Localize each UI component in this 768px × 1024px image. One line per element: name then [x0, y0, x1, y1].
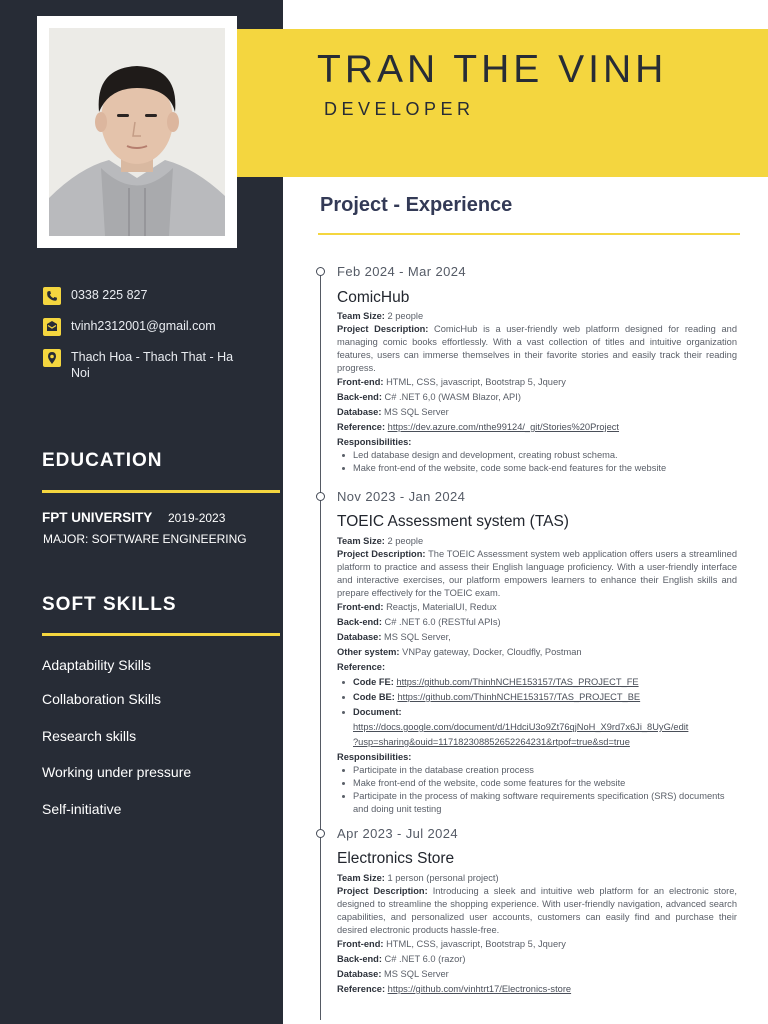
- profile-photo-frame: [37, 16, 237, 248]
- label-document: Document:: [353, 707, 402, 717]
- reference-list: [337, 676, 737, 719]
- project-period: Feb 2024 - Mar 2024: [337, 264, 467, 279]
- label-reference: Reference:: [337, 422, 386, 432]
- project-details: [337, 310, 737, 475]
- label-database: Database:: [337, 969, 382, 979]
- label-team-size: Team Size:: [337, 536, 385, 546]
- code-fe-link[interactable]: https://github.com/ThinhNCHE153157/TAS_PROJECT_FE: [396, 677, 639, 687]
- list-item: Make front-end of the website, code some back-end features for the website: [337, 462, 737, 475]
- mail-icon: [43, 318, 61, 336]
- label-front-end: Front-end:: [337, 602, 384, 612]
- label-reference: Reference:: [337, 984, 386, 994]
- database: MS SQL Server: [384, 407, 449, 417]
- back-end: C# .NET 6.0 (razor): [384, 954, 466, 964]
- education-major: MAJOR: SOFTWARE ENGINEERING: [43, 532, 247, 546]
- skill-item: Collaboration Skills: [42, 691, 162, 707]
- project-title: ComicHub: [337, 289, 410, 306]
- label-code-fe: Code FE:: [353, 677, 394, 687]
- email-text: tvinh2312001@gmail.com: [71, 319, 216, 333]
- back-end: C# .NET 6.0 (RESTful APIs): [384, 617, 501, 627]
- project-description: Introducing a sleek and intuitive web platform for an electronic store, designed to streamline the shopping experience. With user-friendly navigation, advanced search capabilities, and personalized user accounts, customers can easily find and purchase their desired electronic products hassle-free.: [337, 886, 738, 935]
- soft-skills-heading: SOFT SKILLS: [42, 594, 177, 615]
- label-database: Database:: [337, 632, 382, 642]
- team-size: 2 people: [387, 311, 424, 321]
- label-back-end: Back-end:: [337, 954, 382, 964]
- timeline-dot: [316, 267, 325, 276]
- list-item: [337, 691, 737, 704]
- address-text: Thach Hoa - Thach That - Ha Noi: [71, 350, 234, 380]
- project-description: The TOEIC Assessment system web application offers users a streamlined platform to practice and assess their English language proficiency. With a user-friendly interface and interactive exercises, our platform empowers learners to enhance their English skills and prepare effectively for the TOEIC exam.: [337, 549, 738, 598]
- front-end: Reactjs, MaterialUI, Redux: [386, 602, 497, 612]
- skill-item: Self-initiative: [42, 801, 122, 817]
- other-system: VNPay gateway, Docker, Cloudfly, Postman: [402, 647, 582, 657]
- front-end: HTML, CSS, javascript, Bootstrap 5, Jquery: [386, 939, 566, 949]
- skill-item: Research skills: [42, 728, 137, 744]
- experience-title: Project - Experience: [320, 194, 513, 216]
- label-front-end: Front-end:: [337, 377, 384, 387]
- location-pin-icon: [43, 349, 61, 367]
- label-team-size: Team Size:: [337, 873, 385, 883]
- candidate-role: DEVELOPER: [324, 99, 475, 119]
- document-link-part2[interactable]: ?usp=sharing&ouid=117182308852652264231&rtpof=true&sd=true: [353, 737, 630, 747]
- team-size: 1 person (personal project): [387, 873, 499, 883]
- list-item: Participate in the process of making software requirements specification (SRS) documents and doing unit testing: [337, 790, 737, 816]
- label-responsibilities: Responsibilities:: [337, 752, 412, 762]
- label-back-end: Back-end:: [337, 392, 382, 402]
- label-responsibilities: Responsibilities:: [337, 437, 412, 447]
- back-end: C# .NET 6,0 (WASM Blazor, API): [384, 392, 521, 402]
- label-description: Project Description:: [337, 324, 429, 334]
- education-divider: [42, 490, 280, 493]
- reference-link[interactable]: https://github.com/vinhtrt17/Electronics-store: [387, 984, 572, 994]
- label-front-end: Front-end:: [337, 939, 384, 949]
- list-item: Led database design and development, creating robust schema.: [337, 449, 737, 462]
- reference-link[interactable]: https://dev.azure.com/nthe99124/_git/Stories%20Project: [387, 422, 620, 432]
- database: MS SQL Server,: [384, 632, 451, 642]
- timeline-dot: [316, 829, 325, 838]
- candidate-name: TRAN THE VINH: [317, 48, 668, 91]
- education-school: FPT UNIVERSITY: [42, 510, 153, 525]
- project-period: Apr 2023 - Jul 2024: [337, 826, 459, 841]
- timeline-line: [320, 272, 321, 1020]
- responsibilities-list: [337, 764, 737, 816]
- list-item: Participate in the database creation process: [337, 764, 737, 777]
- profile-photo: [49, 28, 225, 236]
- list-item: [337, 676, 737, 689]
- project-period: Nov 2023 - Jan 2024: [337, 489, 466, 504]
- label-code-be: Code BE:: [353, 692, 395, 702]
- label-database: Database:: [337, 407, 382, 417]
- project-description: ComicHub is a user-friendly web platform designed for reading and managing comic books effortlessly. With a vast collection of titles and intuitive organization features, users can immerse themselves in their favorite stories and easily track their reading progress.: [337, 324, 737, 373]
- team-size: 2 people: [387, 536, 424, 546]
- label-description: Project Description:: [337, 886, 428, 896]
- project-title: TOEIC Assessment system (TAS): [337, 513, 569, 530]
- label-description: Project Description:: [337, 549, 426, 559]
- project-title: Electronics Store: [337, 850, 455, 867]
- responsibilities-list: [337, 449, 737, 475]
- project-details: [337, 872, 737, 996]
- education-heading: EDUCATION: [42, 450, 163, 471]
- label-reference: Reference:: [337, 662, 386, 672]
- label-other-system: Other system:: [337, 647, 400, 657]
- skill-item: Adaptability Skills: [42, 657, 151, 673]
- soft-skills-divider: [42, 633, 280, 636]
- code-be-link[interactable]: https://github.com/ThinhNCHE153157/TAS_PROJECT_BE: [397, 692, 641, 702]
- database: MS SQL Server: [384, 969, 449, 979]
- list-item: Make front-end of the website, code some features for the website: [337, 777, 737, 790]
- phone-icon: [43, 287, 61, 305]
- label-team-size: Team Size:: [337, 311, 385, 321]
- skill-item: Working under pressure: [42, 764, 192, 780]
- project-details: [337, 535, 737, 816]
- front-end: HTML, CSS, javascript, Bootstrap 5, Jquery: [386, 377, 566, 387]
- experience-divider: [318, 233, 740, 235]
- label-back-end: Back-end:: [337, 617, 382, 627]
- list-item: [337, 706, 737, 719]
- education-years: 2019-2023: [168, 511, 226, 525]
- timeline-dot: [316, 492, 325, 501]
- phone-text: 0338 225 827: [71, 288, 148, 302]
- document-link-part1[interactable]: https://docs.google.com/document/d/1HdciU3o9Zt76qjNoH_X9rd7x6Ji_8UyG/edit: [353, 722, 689, 732]
